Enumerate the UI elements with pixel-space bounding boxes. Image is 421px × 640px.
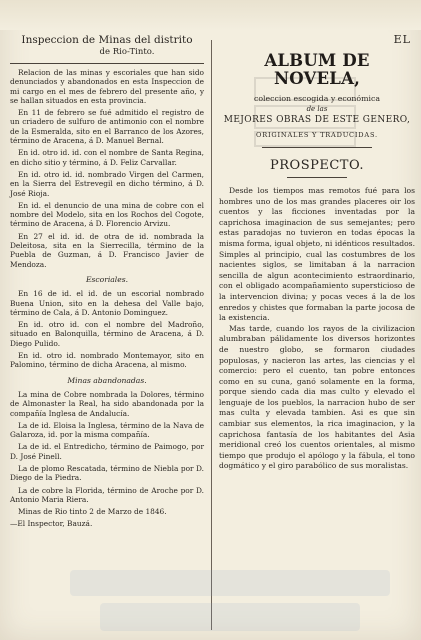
escorial-item: En id. otro id. nombrado Montemayor, sito en Palomino, término de dicha Aracena, al mismo. (10, 351, 204, 370)
prospecto-paragraph: Mas tarde, cuando los rayos de la civilizacion alumbraban pálidamente los diversos horizontes de nuestro globo, se formaron ciudades populosas, y nacieron las artes, las ciencias y el comercio: pero el cuento, tan pobre entonces como en su cuna, ganó solamente en la forma, porque siendo cada dia mas culto y elevado el lenguaje de los pueblos, la narracion hubo de ser mas culta y elevada tambien. Asi es que sin cambiar sus elementos, la rica imaginacion, y la caprichosa fantasía de los habitantes del Asia meridional creó los cuentos orientales, al mismo tiempo que produjo el apólogo y la fábula, el tono dogmático y el giro parabólico de sus moralistas. (219, 323, 415, 471)
left-paragraph: En id. otro id. id. con el nombre de Santa Regina, en dicho sitio y término, á D. Feliz Carvallar. (10, 148, 204, 167)
masthead-rule (262, 147, 372, 148)
prospecto-heading: PROSPECTO. (270, 158, 364, 173)
left-paragraph: Relacion de las minas y escoriales que han sido denunciados y abandonados en esta Inspeccion de mi cargo en el mes de febrero del presente año, y se hallan situados en esta provincia. (10, 68, 204, 105)
left-subtitle: de Rio-Tinto. (99, 47, 155, 57)
left-body (10, 68, 204, 529)
signature-line: —El Inspector, Bauzá. (10, 519, 93, 529)
abandonada-item: La de id. Eloisa la Inglesa, término de la Nava de Galaroza, id. por la misma compañía. (10, 420, 204, 440)
escorial-item: En 16 de id. el id. de un escorial nombrado Buena Union, sito en la dehesa del Valle bajo, término de Cala, á D. Antonio Dominguez. (10, 289, 204, 317)
prospecto-rule (287, 177, 347, 178)
left-paragraph: En 27 el id. id. de otra de id. nombrada la Deleitosa, sita en la Sierrecilla, término de la Puebla de Guzman, á D. Francisco Javier de Mendoza. (10, 231, 204, 269)
prospecto-paragraph: Desde los tiempos mas remotos fué para los hombres uno de los mas grandes placeres oir los cuentos y las ficciones inventadas por la caprichosa imaginacion de sus semejantes; pero estas paradojas no tuvieron en todas épocas la misma forma, igual objeto, ni idénticos resultados. Simples al principio, cual las costumbres de los nacientes siglos, se limitaban á la narracion sencilla de algun acontecimiento estraordinario, con el obligado acompañamiento supersticioso de la intervencion divina; y pocas veces á la de los enredos y chistes que formaban la parte jocosa de la existencia. (219, 186, 415, 323)
left-paragraph: En 11 de febrero se fué admitido el registro de un criadero de sulfuro de antimonio con el nombre de la Esmeralda, sito en el Barranco de los Azores, término de Aracena, á D. Manuel Bernal. (10, 108, 204, 146)
right-body (219, 186, 415, 472)
left-paragraph: En id. el denuncio de una mina de cobre con el nombre del Modelo, sita en los Rochos del Cogote, término de Aracena, á D. Florencio Arvizu. (10, 200, 204, 229)
abandonada-item: La mina de Cobre nombrada la Dolores, término de Almonaster la Real, ha sido abandonada por la compañía Inglesa de Andalucía. (10, 389, 204, 418)
library-watermark-icon (60, 565, 400, 635)
left-heading (10, 34, 204, 58)
masthead-el: EL (393, 33, 411, 46)
abandonada-item: La de plomo Rescatada, término de Niebla por D. Diego de la Piedra. (10, 463, 204, 483)
left-heading-rule (10, 63, 204, 64)
date-line: Minas de Rio tinto 2 de Marzo de 1846. (18, 507, 167, 517)
left-paragraph: En id. otro id. id. nombrado Virgen del Carmen, en la Sierra del Estrevegil en dicho término, á D. José Rioja. (10, 169, 204, 198)
left-column (10, 34, 204, 532)
escorial-item: En id. otro id. con el nombre del Madroño, situado en Balonquilla, término de Aracena, á D. Diego Pulido. (10, 320, 204, 348)
top-faded-strip (0, 0, 421, 30)
masthead-line-mejores: MEJORES OBRAS DE ESTE GENERO, (223, 115, 411, 125)
escoriales-heading: Escoriales. (85, 274, 129, 284)
masthead-album-title: ALBUM DE NOVELA, (264, 51, 370, 88)
masthead-line-de-las: de las (306, 105, 328, 113)
column-divider (211, 40, 212, 630)
masthead-line-coleccion: coleccion escogida y económica (253, 94, 381, 103)
masthead-line-originales: ORIGINALES Y TRADUCIDAS. (256, 131, 378, 139)
abandonadas-heading: Minas abandonadas. (67, 375, 147, 385)
right-column (219, 34, 415, 472)
abandonada-item: La de id. el Entredicho, término de Paimogo, por D. José Pinell. (10, 442, 204, 461)
abandonada-item: La de cobre la Florida, término de Aroche por D. Antonio Maria Riera. (10, 485, 204, 504)
left-title: Inspeccion de Minas del distrito (21, 34, 193, 46)
